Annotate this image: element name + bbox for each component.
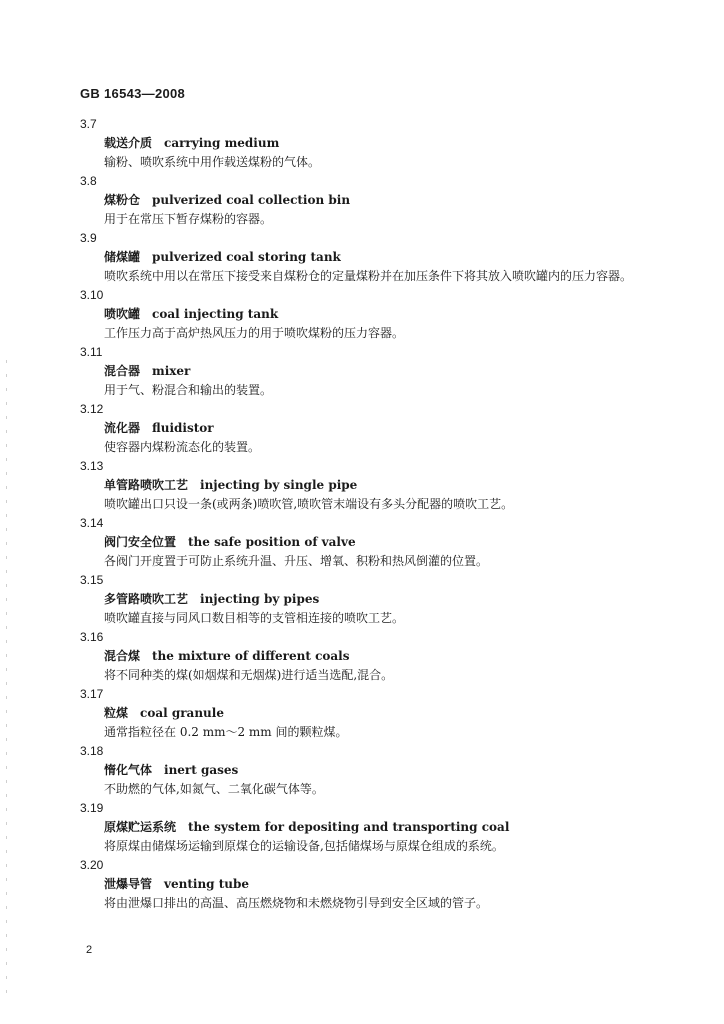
term-english: injecting by pipes bbox=[200, 592, 320, 606]
term-heading bbox=[104, 875, 724, 894]
clause-number: 3.15 bbox=[80, 573, 104, 587]
term-heading bbox=[104, 533, 724, 552]
term-definition: 将原煤由储煤场运输到原煤仓的运输设备,包括储煤场与原煤仓组成的系统。 bbox=[104, 839, 504, 853]
term-chinese: 粒煤 bbox=[104, 706, 129, 720]
page-number: 2 bbox=[86, 944, 93, 956]
term-english: the safe position of valve bbox=[188, 535, 356, 549]
term-entry bbox=[0, 742, 724, 799]
clause-number: 3.10 bbox=[80, 288, 104, 302]
term-definition: 不助燃的气体,如氮气、二氧化碳气体等。 bbox=[104, 782, 324, 796]
term-heading bbox=[104, 362, 724, 381]
term-chinese: 流化器 bbox=[104, 421, 141, 435]
term-entry bbox=[0, 343, 724, 400]
term-chinese: 多管路喷吹工艺 bbox=[104, 592, 189, 606]
term-chinese: 单管路喷吹工艺 bbox=[104, 478, 189, 492]
term-heading bbox=[104, 590, 724, 609]
term-english: injecting by single pipe bbox=[200, 478, 358, 492]
term-english: pulverized coal storing tank bbox=[152, 250, 341, 264]
term-english: coal injecting tank bbox=[152, 307, 279, 321]
term-definition: 通常指粒径在 0.2 mm～2 mm 间的颗粒煤。 bbox=[104, 725, 348, 739]
term-english: the system for depositing and transporting coal bbox=[188, 820, 510, 834]
term-heading bbox=[104, 818, 724, 837]
term-chinese: 阀门安全位置 bbox=[104, 535, 177, 549]
term-heading bbox=[104, 419, 724, 438]
term-entry bbox=[0, 115, 724, 172]
clause-number: 3.13 bbox=[80, 459, 104, 473]
clause-number: 3.7 bbox=[80, 117, 97, 131]
clause-number: 3.14 bbox=[80, 516, 104, 530]
clause-number: 3.9 bbox=[80, 231, 97, 245]
term-english: the mixture of different coals bbox=[152, 649, 350, 663]
clause-number: 3.16 bbox=[80, 630, 104, 644]
term-english: mixer bbox=[152, 364, 191, 378]
term-chinese: 喷吹罐 bbox=[104, 307, 141, 321]
term-heading bbox=[104, 191, 724, 210]
term-chinese: 惰化气体 bbox=[104, 763, 153, 777]
term-heading bbox=[104, 476, 724, 495]
term-heading bbox=[104, 704, 724, 723]
term-heading bbox=[104, 134, 724, 153]
term-chinese: 泄爆导管 bbox=[104, 877, 153, 891]
term-heading bbox=[104, 248, 724, 267]
clause-number: 3.17 bbox=[80, 687, 104, 701]
term-english: inert gases bbox=[164, 763, 239, 777]
term-english: fluidistor bbox=[152, 421, 214, 435]
term-entry bbox=[0, 856, 724, 913]
term-definition: 将由泄爆口排出的高温、高压燃烧物和未燃烧物引导到安全区域的管子。 bbox=[104, 896, 489, 910]
clause-number: 3.20 bbox=[80, 858, 104, 872]
term-entry bbox=[0, 571, 724, 628]
term-heading bbox=[104, 647, 724, 666]
term-entry bbox=[0, 685, 724, 742]
term-entry bbox=[0, 628, 724, 685]
term-english: coal granule bbox=[140, 706, 224, 720]
term-definition: 输粉、喷吹系统中用作载送煤粉的气体。 bbox=[104, 155, 321, 169]
term-english: carrying medium bbox=[164, 136, 280, 150]
term-definition: 用于在常压下暂存煤粉的容器。 bbox=[104, 212, 273, 226]
clause-number: 3.18 bbox=[80, 744, 104, 758]
term-entry bbox=[0, 400, 724, 457]
term-definition: 各阀门开度置于可防止系统升温、升压、增氧、积粉和热风倒灌的位置。 bbox=[104, 554, 489, 568]
term-entry bbox=[0, 457, 724, 514]
term-entry bbox=[0, 286, 724, 343]
term-definition: 使容器内煤粉流态化的装置。 bbox=[104, 440, 261, 454]
term-entry bbox=[0, 799, 724, 856]
term-entry bbox=[0, 229, 724, 286]
term-definition: 喷吹罐直接与同风口数目相等的支管相连接的喷吹工艺。 bbox=[104, 611, 405, 625]
term-definitions-list bbox=[0, 115, 724, 913]
clause-number: 3.8 bbox=[80, 174, 97, 188]
clause-number: 3.11 bbox=[80, 345, 103, 359]
term-chinese: 混合煤 bbox=[104, 649, 141, 663]
term-chinese: 载送介质 bbox=[104, 136, 153, 150]
scan-edge-artifact bbox=[6, 360, 7, 1000]
term-definition: 喷吹系统中用以在常压下接受来自煤粉仓的定量煤粉并在加压条件下将其放入喷吹罐内的压力容器。 bbox=[104, 269, 633, 283]
term-definition: 用于气、粉混合和输出的装置。 bbox=[104, 383, 273, 397]
term-entry bbox=[0, 172, 724, 229]
clause-number: 3.12 bbox=[80, 402, 104, 416]
term-english: pulverized coal collection bin bbox=[152, 193, 351, 207]
standard-code-header: GB 16543—2008 bbox=[80, 86, 186, 101]
clause-number: 3.19 bbox=[80, 801, 104, 815]
term-entry bbox=[0, 514, 724, 571]
term-english: venting tube bbox=[164, 877, 250, 891]
term-heading bbox=[104, 761, 724, 780]
term-chinese: 煤粉仓 bbox=[104, 193, 141, 207]
term-definition: 喷吹罐出口只设一条(或两条)喷吹管,喷吹管末端设有多头分配器的喷吹工艺。 bbox=[104, 497, 514, 511]
term-chinese: 储煤罐 bbox=[104, 250, 141, 264]
term-heading bbox=[104, 305, 724, 324]
term-chinese: 原煤贮运系统 bbox=[104, 820, 177, 834]
term-chinese: 混合器 bbox=[104, 364, 141, 378]
term-definition: 工作压力高于高炉热风压力的用于喷吹煤粉的压力容器。 bbox=[104, 326, 405, 340]
term-definition: 将不同种类的煤(如烟煤和无烟煤)进行适当选配,混合。 bbox=[104, 668, 394, 682]
